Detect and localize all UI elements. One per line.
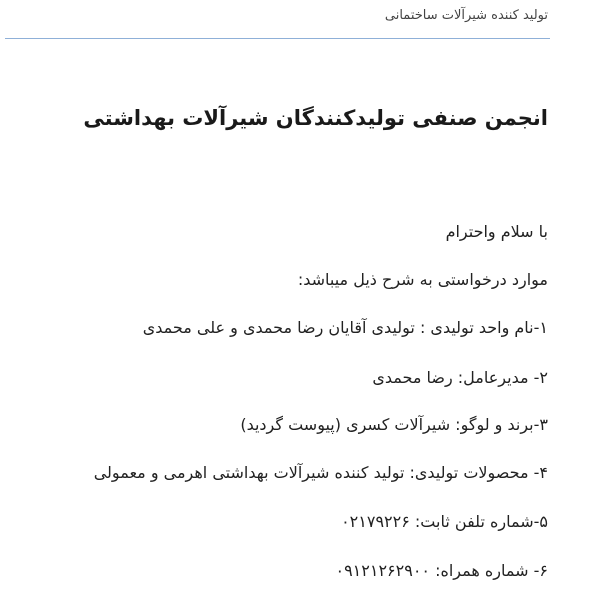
item-value: تولید کننده شیرآلات بهداشتی اهرمی و معمولی <box>93 463 405 482</box>
list-item-brand <box>240 415 548 434</box>
greeting-line: با سلام واحترام <box>445 222 548 241</box>
intro-line: موارد درخواستی به شرح ذیل میباشد: <box>297 270 548 289</box>
item-label: ۳-برند و لوگو: <box>450 415 548 434</box>
document-title: انجمن صنفی تولیدکنندگان شیرآلات بهداشتی <box>83 106 548 130</box>
item-value: تولیدی آقایان رضا محمدی و علی محمدی <box>142 318 415 337</box>
header-divider <box>5 38 550 39</box>
item-label: ۶- شماره همراه: <box>430 561 548 580</box>
item-label: ۲- مدیرعامل: <box>452 368 548 387</box>
list-item-mobile <box>335 561 548 580</box>
list-item-ceo <box>372 368 548 387</box>
mobile-number: ۰۹۱۲۱۲۶۲۹۰۰ <box>335 561 430 580</box>
item-label: ۵-شماره تلفن ثابت: <box>409 512 548 531</box>
page-header: تولید کننده شیرآلات ساختمانی <box>384 8 548 23</box>
item-value: رضا محمدی <box>372 368 453 387</box>
item-label: ۱-نام واحد تولیدی : <box>414 318 548 337</box>
list-item-unit-name <box>143 318 548 337</box>
item-label: ۴- محصولات تولیدی: <box>404 463 548 482</box>
phone-number: ۰۲۱۷۹۲۲۶ <box>341 512 410 531</box>
list-item-landline <box>341 512 548 531</box>
list-item-products <box>94 463 548 482</box>
item-value: شیرآلات کسری (پیوست گردید) <box>240 415 451 434</box>
